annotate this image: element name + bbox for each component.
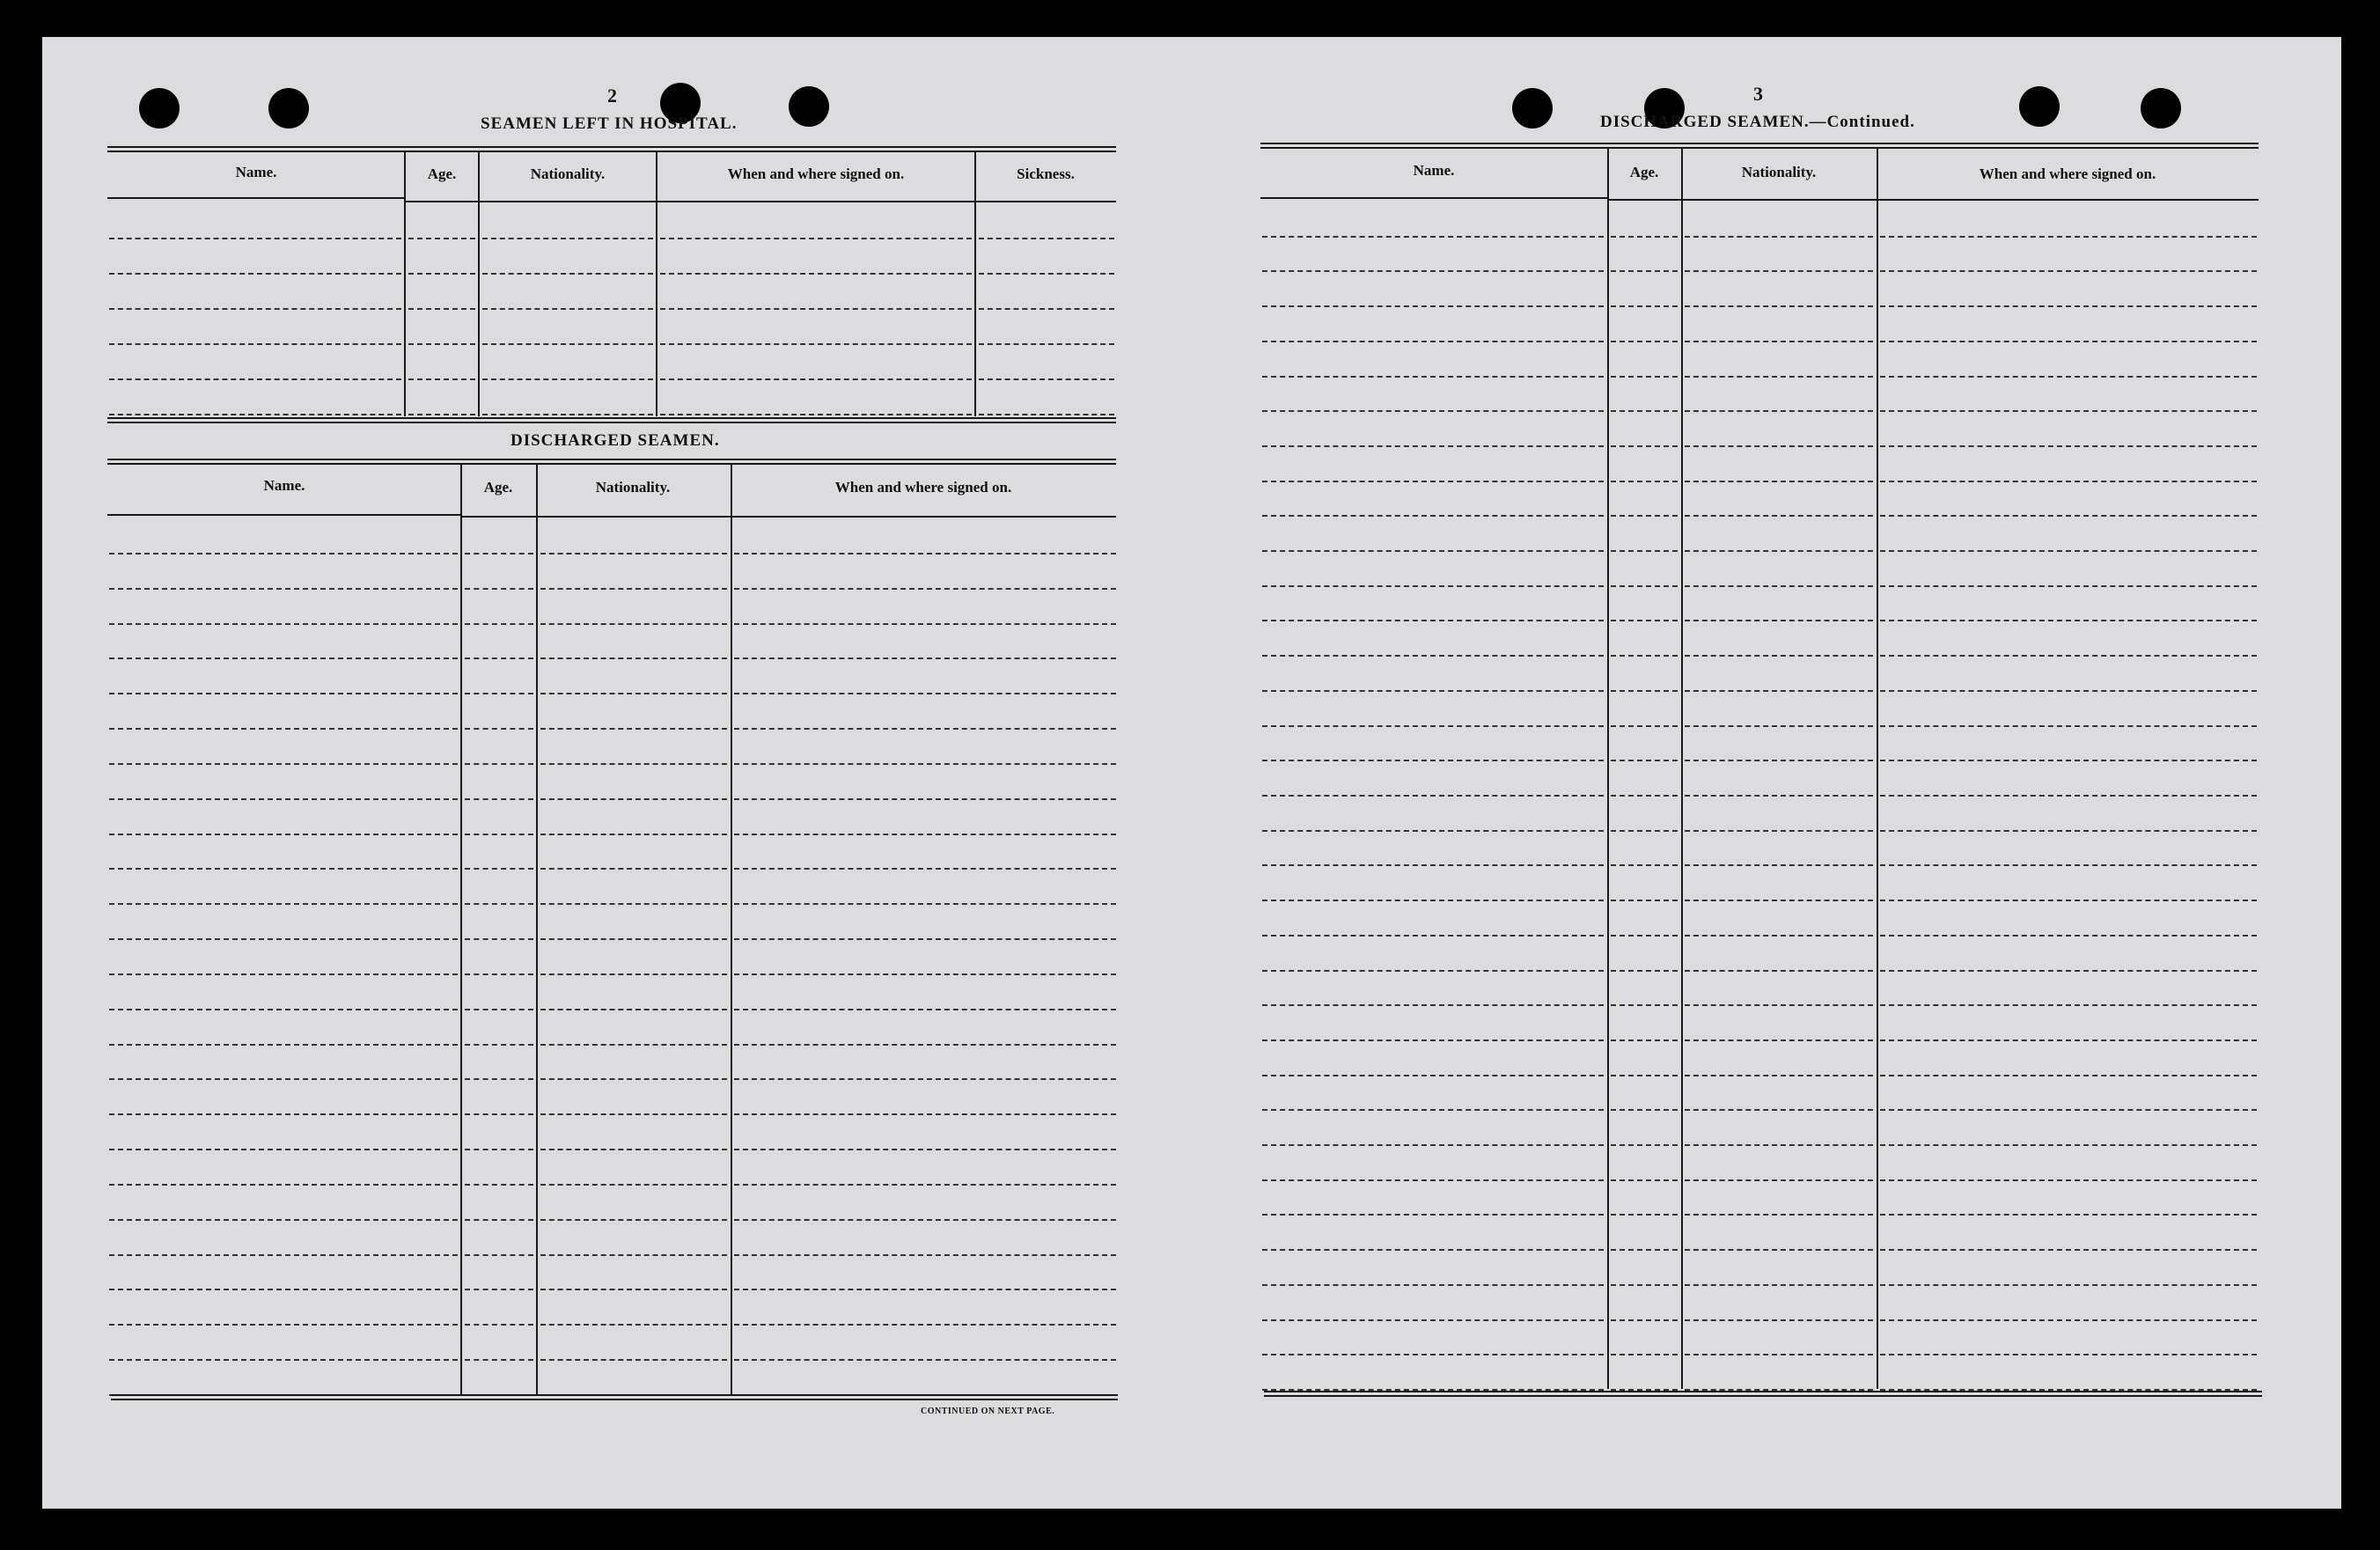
entry-row-line	[109, 1359, 458, 1361]
entry-row-line	[1880, 585, 2257, 587]
entry-row-line	[1685, 1354, 1873, 1355]
entry-row-line	[1611, 376, 1678, 378]
entry-row-line	[1262, 900, 1604, 901]
entry-row-line	[1611, 1249, 1678, 1251]
entry-row-line	[1611, 830, 1678, 832]
entry-row-line	[660, 273, 972, 275]
entry-row-line	[1880, 1319, 2257, 1321]
entry-row-line	[1262, 1354, 1604, 1355]
entry-row-line	[1880, 270, 2257, 272]
entry-row-line	[660, 238, 972, 239]
entry-row-line	[734, 1254, 1116, 1256]
entry-row-line	[1262, 515, 1604, 517]
entry-row-line	[109, 553, 458, 555]
entry-row-line	[660, 308, 972, 310]
entry-row-line	[1262, 445, 1604, 447]
entry-row-line	[408, 273, 475, 275]
entry-row-line	[1262, 760, 1604, 761]
entry-row-line	[540, 693, 727, 694]
entry-row-line	[1880, 481, 2257, 482]
entry-row-line	[734, 623, 1116, 625]
entry-row-line	[734, 657, 1116, 659]
entry-row-line	[482, 414, 653, 415]
entry-row-line	[540, 1324, 727, 1326]
entry-row-line	[408, 343, 475, 345]
punch-hole	[789, 86, 829, 127]
entry-row-line	[1880, 1284, 2257, 1286]
entry-row-line	[1262, 690, 1604, 692]
entry-row-line	[1611, 970, 1678, 972]
entry-row-line	[1262, 1319, 1604, 1321]
entry-row-line	[1611, 1354, 1678, 1355]
entry-row-line	[540, 1289, 727, 1290]
entry-row-line	[734, 1113, 1116, 1115]
entry-row-line	[109, 1219, 458, 1221]
entry-row-line	[109, 1149, 458, 1150]
entry-row-line	[1880, 725, 2257, 727]
entry-row-line	[1880, 970, 2257, 972]
entry-row-line	[109, 343, 401, 345]
entry-row-line	[540, 973, 727, 975]
entry-row-line	[1685, 1214, 1873, 1216]
entry-row-line	[1262, 1004, 1604, 1006]
entry-row-line	[1262, 550, 1604, 552]
entry-row-line	[1611, 1144, 1678, 1146]
entry-row-line	[979, 238, 1114, 239]
entry-row-line	[540, 1149, 727, 1150]
hospital-col-name-header: Name.	[235, 164, 277, 180]
entry-row-line	[1262, 410, 1604, 412]
entry-row-line	[1262, 864, 1604, 866]
entry-row-line	[109, 1113, 458, 1115]
entry-row-line	[734, 1149, 1116, 1150]
entry-row-line	[408, 238, 475, 239]
entry-row-line	[1880, 760, 2257, 761]
entry-row-line	[1880, 620, 2257, 621]
entry-row-line	[1880, 690, 2257, 692]
entry-row-line	[1611, 760, 1678, 761]
punch-hole	[268, 88, 309, 129]
entry-row-line	[1685, 620, 1873, 621]
entry-row-line	[1685, 864, 1873, 866]
entry-row-line	[1262, 1214, 1604, 1216]
punch-hole	[2141, 88, 2181, 129]
entry-row-line	[979, 343, 1114, 345]
entry-row-line	[540, 903, 727, 905]
entry-row-line	[540, 1254, 727, 1256]
entry-row-line	[1611, 341, 1678, 342]
entry-row-line	[109, 798, 458, 800]
entry-row-line	[734, 1044, 1116, 1046]
entry-row-line	[465, 1324, 533, 1326]
entry-row-line	[1685, 585, 1873, 587]
entry-row-line	[734, 1289, 1116, 1290]
entry-row-line	[1685, 550, 1873, 552]
entry-row-line	[465, 1078, 533, 1080]
entry-row-line	[1880, 1214, 2257, 1216]
entry-row-line	[482, 343, 653, 345]
entry-row-line	[1611, 481, 1678, 482]
entry-row-line	[540, 553, 727, 555]
entry-row-line	[109, 623, 458, 625]
entry-row-line	[1262, 1144, 1604, 1146]
entry-row-line	[1262, 725, 1604, 727]
entry-row-line	[540, 938, 727, 940]
entry-row-line	[465, 623, 533, 625]
punch-hole	[2019, 86, 2060, 127]
entry-row-line	[734, 834, 1116, 835]
entry-row-line	[1262, 655, 1604, 657]
entry-row-line	[1880, 550, 2257, 552]
entry-row-line	[408, 378, 475, 380]
entry-row-line	[1262, 341, 1604, 342]
entry-row-line	[482, 238, 653, 239]
entry-row-line	[1880, 935, 2257, 937]
entry-row-line	[1880, 305, 2257, 307]
entry-row-line	[1685, 935, 1873, 937]
entry-row-line	[465, 1359, 533, 1361]
entry-row-line	[1262, 585, 1604, 587]
entry-row-line	[109, 238, 401, 239]
entry-row-line	[1880, 1004, 2257, 1006]
entry-row-line	[1262, 1179, 1604, 1181]
hospital-col-sickness-header: Sickness.	[1017, 165, 1075, 182]
entry-row-line	[1611, 900, 1678, 901]
entry-row-line	[1262, 376, 1604, 378]
entry-row-line	[465, 553, 533, 555]
entry-row-line	[1611, 690, 1678, 692]
entry-row-line	[1611, 655, 1678, 657]
entry-row-line	[540, 623, 727, 625]
discharged-col-nationality-header: Nationality.	[595, 479, 671, 496]
entry-row-line	[1880, 830, 2257, 832]
entry-row-line	[465, 1254, 533, 1256]
entry-row-line	[1611, 1179, 1678, 1181]
entry-row-line	[109, 763, 458, 765]
entry-row-line	[465, 728, 533, 730]
entry-row-line	[1880, 1039, 2257, 1041]
hospital-top-rule	[107, 146, 1116, 148]
entry-row-line	[1880, 864, 2257, 866]
entry-row-line	[109, 414, 401, 415]
entry-row-line	[1685, 1109, 1873, 1111]
entry-row-line	[465, 693, 533, 694]
right-col-signed-header: When and where signed on.	[1979, 165, 2156, 182]
entry-row-line	[1685, 970, 1873, 972]
entry-row-line	[540, 763, 727, 765]
entry-row-line	[408, 414, 475, 415]
entry-row-line	[482, 308, 653, 310]
entry-row-line	[734, 973, 1116, 975]
entry-row-line	[734, 728, 1116, 730]
entry-row-line	[540, 1009, 727, 1010]
entry-row-line	[1611, 1284, 1678, 1286]
entry-row-line	[734, 693, 1116, 694]
entry-row-line	[109, 308, 401, 310]
entry-row-line	[465, 868, 533, 870]
entry-row-line	[734, 1078, 1116, 1080]
entry-row-line	[1685, 1004, 1873, 1006]
entry-row-line	[1262, 830, 1604, 832]
entry-row-line	[979, 308, 1114, 310]
entry-row-line	[109, 1324, 458, 1326]
entry-row-line	[1880, 341, 2257, 342]
entry-row-line	[109, 657, 458, 659]
entry-row-line	[1685, 341, 1873, 342]
entry-row-line	[1262, 1284, 1604, 1286]
entry-row-line	[465, 938, 533, 940]
entry-row-line	[540, 868, 727, 870]
entry-row-line	[540, 1044, 727, 1046]
entry-row-line	[109, 938, 458, 940]
entry-row-line	[540, 1359, 727, 1361]
discharged-bottom-rule	[111, 1394, 1118, 1396]
entry-row-line	[1611, 1109, 1678, 1111]
entry-row-line	[734, 1184, 1116, 1186]
entry-row-line	[1880, 795, 2257, 797]
entry-row-line	[1262, 1075, 1604, 1076]
entry-row-line	[979, 273, 1114, 275]
entry-row-line	[109, 1184, 458, 1186]
entry-row-line	[1880, 1179, 2257, 1181]
entry-row-line	[465, 1289, 533, 1290]
entry-row-line	[1262, 1249, 1604, 1251]
entry-row-line	[465, 1219, 533, 1221]
entry-row-line	[1611, 620, 1678, 621]
entry-row-line	[1685, 830, 1873, 832]
entry-row-line	[109, 1289, 458, 1290]
entry-row-line	[465, 657, 533, 659]
entry-row-line	[540, 728, 727, 730]
entry-row-line	[734, 1219, 1116, 1221]
entry-row-line	[1611, 1039, 1678, 1041]
entry-row-line	[1685, 410, 1873, 412]
entry-row-line	[1685, 1144, 1873, 1146]
entry-row-line	[734, 1359, 1116, 1361]
right-col-nationality-header: Nationality.	[1741, 164, 1817, 180]
entry-row-line	[1611, 1075, 1678, 1076]
entry-row-line	[1611, 585, 1678, 587]
entry-row-line	[1880, 900, 2257, 901]
entry-row-line	[109, 868, 458, 870]
discharged-col-age-header: Age.	[483, 479, 513, 496]
entry-row-line	[1262, 270, 1604, 272]
entry-row-line	[465, 763, 533, 765]
entry-row-line	[109, 728, 458, 730]
entry-row-line	[979, 414, 1114, 415]
entry-row-line	[465, 973, 533, 975]
entry-row-line	[734, 903, 1116, 905]
entry-row-line	[465, 834, 533, 835]
entry-row-line	[1880, 410, 2257, 412]
entry-row-line	[1262, 481, 1604, 482]
entry-row-line	[109, 973, 458, 975]
entry-row-line	[1880, 1354, 2257, 1355]
continued-footer: CONTINUED ON NEXT PAGE.	[921, 1407, 1055, 1416]
entry-row-line	[109, 1078, 458, 1080]
entry-row-line	[734, 553, 1116, 555]
hospital-col-age-header: Age.	[427, 165, 457, 182]
entry-row-line	[465, 1044, 533, 1046]
entry-row-line	[109, 588, 458, 590]
entry-row-line	[540, 1078, 727, 1080]
page-number-left: 2	[607, 84, 617, 107]
entry-row-line	[1685, 515, 1873, 517]
entry-row-line	[1880, 515, 2257, 517]
entry-row-line	[465, 1009, 533, 1010]
entry-row-line	[734, 763, 1116, 765]
entry-row-line	[540, 834, 727, 835]
right-col-age-header: Age.	[1629, 164, 1659, 180]
right-bottom-rule	[1264, 1391, 2262, 1392]
entry-row-line	[1611, 1214, 1678, 1216]
entry-row-line	[540, 798, 727, 800]
entry-row-line	[1611, 1004, 1678, 1006]
entry-row-line	[1611, 1319, 1678, 1321]
entry-row-line	[734, 868, 1116, 870]
entry-row-line	[1685, 725, 1873, 727]
hospital-col-nationality-header: Nationality.	[530, 165, 606, 182]
entry-row-line	[1611, 236, 1678, 238]
entry-row-line	[1685, 305, 1873, 307]
entry-row-line	[1262, 620, 1604, 621]
page-number-right: 3	[1753, 83, 1763, 105]
entry-row-line	[1880, 1249, 2257, 1251]
entry-row-line	[109, 903, 458, 905]
entry-row-line	[1611, 270, 1678, 272]
entry-row-line	[1611, 795, 1678, 797]
punch-hole	[1512, 88, 1553, 129]
entry-row-line	[540, 588, 727, 590]
entry-row-line	[540, 1184, 727, 1186]
entry-row-line	[1685, 760, 1873, 761]
entry-row-line	[1262, 1039, 1604, 1041]
entry-row-line	[1685, 690, 1873, 692]
entry-row-line	[1685, 1039, 1873, 1041]
entry-row-line	[660, 343, 972, 345]
entry-row-line	[109, 1254, 458, 1256]
entry-row-line	[1611, 864, 1678, 866]
entry-row-line	[1685, 1075, 1873, 1076]
discharged-section-title: DISCHARGED SEAMEN.	[511, 431, 720, 450]
entry-row-line	[1880, 236, 2257, 238]
entry-row-line	[1685, 445, 1873, 447]
entry-row-line	[1685, 900, 1873, 901]
entry-row-line	[734, 798, 1116, 800]
entry-row-line	[1262, 236, 1604, 238]
entry-row-line	[109, 693, 458, 694]
hospital-section-title: SEAMEN LEFT IN HOSPITAL.	[481, 114, 738, 133]
entry-row-line	[1685, 1249, 1873, 1251]
entry-row-line	[1611, 725, 1678, 727]
entry-row-line	[1685, 376, 1873, 378]
entry-row-line	[1611, 410, 1678, 412]
entry-row-line	[408, 308, 475, 310]
entry-row-line	[465, 903, 533, 905]
entry-row-line	[1685, 1179, 1873, 1181]
hospital-col-signed-header: When and where signed on.	[727, 165, 905, 182]
entry-row-line	[1685, 236, 1873, 238]
entry-row-line	[540, 1113, 727, 1115]
right-col-name-header: Name.	[1413, 162, 1455, 179]
entry-row-line	[465, 1113, 533, 1115]
entry-row-line	[734, 588, 1116, 590]
entry-row-line	[1685, 795, 1873, 797]
hospital-bottom-rule	[107, 417, 1116, 419]
entry-row-line	[109, 378, 401, 380]
entry-row-line	[1611, 550, 1678, 552]
entry-row-line	[540, 657, 727, 659]
entry-row-line	[109, 1009, 458, 1010]
entry-row-line	[734, 1324, 1116, 1326]
entry-row-line	[1685, 655, 1873, 657]
entry-row-line	[1262, 935, 1604, 937]
entry-row-line	[734, 1009, 1116, 1010]
entry-row-line	[109, 834, 458, 835]
entry-row-line	[1880, 445, 2257, 447]
entry-row-line	[465, 588, 533, 590]
entry-row-line	[1685, 270, 1873, 272]
punch-hole	[139, 88, 180, 129]
entry-row-line	[465, 798, 533, 800]
entry-row-line	[109, 273, 401, 275]
entry-row-line	[1262, 970, 1604, 972]
entry-row-line	[1685, 1284, 1873, 1286]
entry-row-line	[1880, 376, 2257, 378]
discharged-col-name-header: Name.	[263, 477, 305, 494]
entry-row-line	[1880, 1144, 2257, 1146]
entry-row-line	[1262, 305, 1604, 307]
entry-row-line	[482, 378, 653, 380]
entry-row-line	[482, 273, 653, 275]
entry-row-line	[660, 414, 972, 415]
entry-row-line	[1611, 305, 1678, 307]
right-top-rule	[1260, 143, 2259, 144]
entry-row-line	[465, 1184, 533, 1186]
entry-row-line	[465, 1149, 533, 1150]
entry-row-line	[1611, 935, 1678, 937]
entry-row-line	[1685, 1319, 1873, 1321]
discharged-col-signed-header: When and where signed on.	[834, 479, 1012, 496]
entry-row-line	[109, 1044, 458, 1046]
entry-row-line	[1685, 481, 1873, 482]
right-section-title: DISCHARGED SEAMEN.—Continued.	[1600, 113, 1915, 131]
entry-row-line	[660, 378, 972, 380]
entry-row-line	[1611, 515, 1678, 517]
entry-row-line	[1880, 655, 2257, 657]
entry-row-line	[1880, 1075, 2257, 1076]
entry-row-line	[540, 1219, 727, 1221]
entry-row-line	[979, 378, 1114, 380]
entry-row-line	[734, 938, 1116, 940]
entry-row-line	[1880, 1109, 2257, 1111]
entry-row-line	[1611, 445, 1678, 447]
entry-row-line	[1262, 795, 1604, 797]
entry-row-line	[1262, 1109, 1604, 1111]
